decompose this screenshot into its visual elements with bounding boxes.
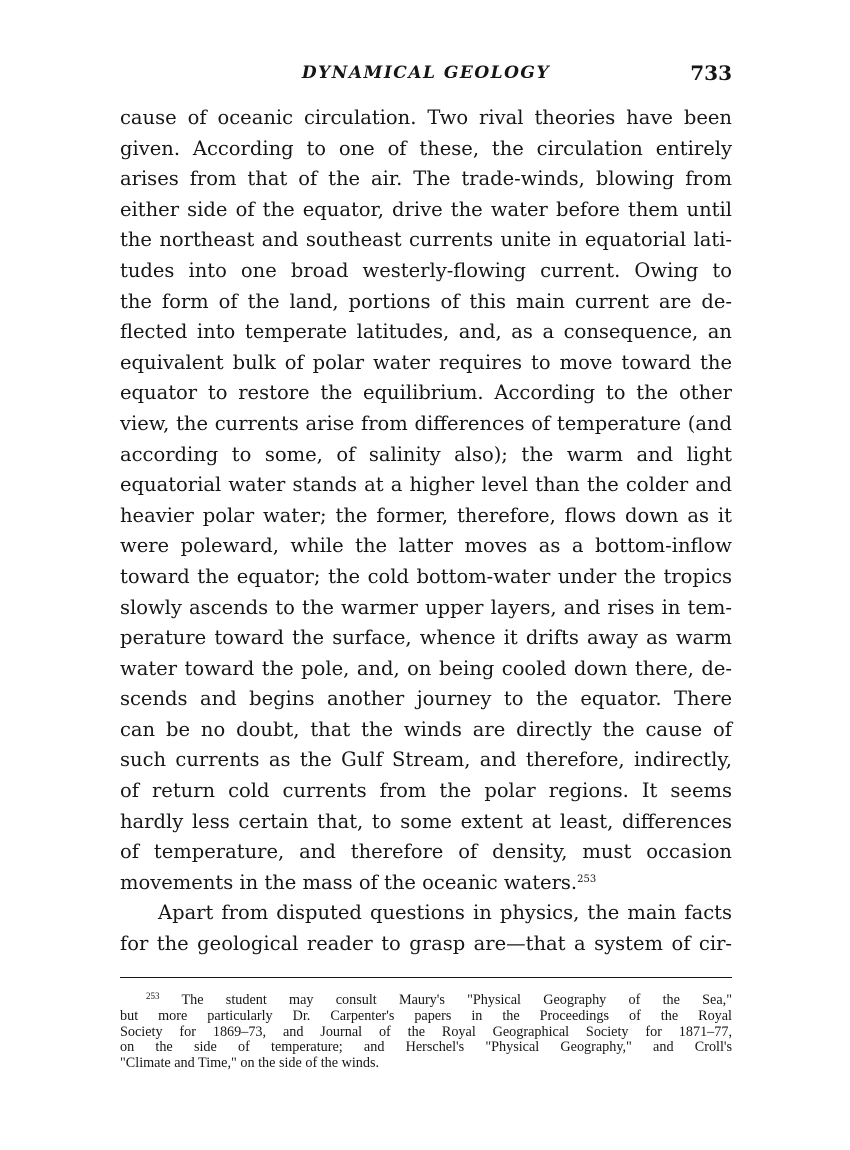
text-line: Apart from disputed questions in physics, the main facts (158, 901, 732, 925)
text-line: the northeast and southeast currents unite in equatorial lati- (120, 228, 732, 252)
text-line: scends and begins another journey to the equator. There (120, 687, 732, 711)
text-line: cause of oceanic circulation. Two rival theories have been (120, 106, 732, 129)
footnote-line: but more particularly Dr. Carpenter's papers in the Proceedings of the Royal (120, 1007, 732, 1024)
footnote-first-line-text: The student may consult Maury's "Physical Geography of the Sea," (159, 992, 732, 1008)
text-line: equator to restore the equilibrium. According to the other (120, 381, 732, 405)
text-line: view, the currents arise from differences of temperature (and (120, 411, 732, 435)
page-header (120, 58, 732, 88)
paragraph-end-line (120, 868, 732, 899)
text-line: slowly ascends to the warmer upper layers, and rises in tem- (120, 595, 732, 619)
text-line: such currents as the Gulf Stream, and therefore, indirectly, (120, 748, 732, 772)
last-line-text: movements in the mass of the oceanic waters. (120, 870, 578, 894)
text-line: for the geological reader to grasp are—that a system of cir- (120, 932, 732, 956)
footnote-first-line (120, 993, 732, 1009)
text-line: either side of the equator, drive the water before them until (120, 197, 732, 221)
text-line: of return cold currents from the polar regions. It seems (120, 779, 732, 803)
text-line: tudes into one broad westerly-flowing current. Owing to (120, 258, 732, 282)
text-line: were poleward, while the latter moves as a bottom-inflow (120, 534, 732, 558)
text-line: equivalent bulk of polar water requires to move toward the (120, 350, 732, 374)
body-text (120, 103, 732, 960)
running-title: DYNAMICAL GEOLOGY (301, 63, 551, 83)
text-line: can be no doubt, that the winds are directly the cause of (120, 717, 732, 741)
text-line: water toward the pole, and, on being cooled down there, de- (120, 656, 732, 680)
text-line: hardly less certain that, to some extent at least, differences (120, 809, 732, 833)
footnote-line: Society for 1869–73, and Journal of the Royal Geographical Society for 1871–77, (120, 1023, 732, 1040)
text-line: according to some, of salinity also); the warm and light (120, 442, 732, 466)
footnote-reference[interactable]: 253 (577, 873, 597, 885)
text-line: arises from that of the air. The trade-winds, blowing from (120, 167, 732, 191)
text-line: of temperature, and therefore of density, must occasion (120, 840, 732, 864)
text-line: flected into temperate latitudes, and, as a consequence, an (120, 320, 732, 344)
text-line: toward the equator; the cold bottom-water under the tropics (120, 564, 732, 588)
text-line: the form of the land, portions of this main current are de- (120, 289, 732, 313)
footnote-divider (120, 977, 732, 978)
text-line: equatorial water stands at a higher level than the colder and (120, 473, 732, 497)
footnote-marker: 253 (146, 991, 160, 1001)
text-line: perature toward the surface, whence it drifts away as warm (120, 626, 732, 650)
text-line: given. According to one of these, the circulation entirely (120, 136, 732, 160)
footnote-line: on the side of temperature; and Herschel's "Physical Geography," and Croll's (120, 1039, 732, 1056)
footnote-line: "Climate and Time," on the side of the winds. (120, 1055, 380, 1072)
footnote (120, 993, 732, 1072)
text-line: heavier polar water; the former, therefore, flows down as it (120, 503, 732, 527)
page-number: 733 (690, 61, 732, 85)
